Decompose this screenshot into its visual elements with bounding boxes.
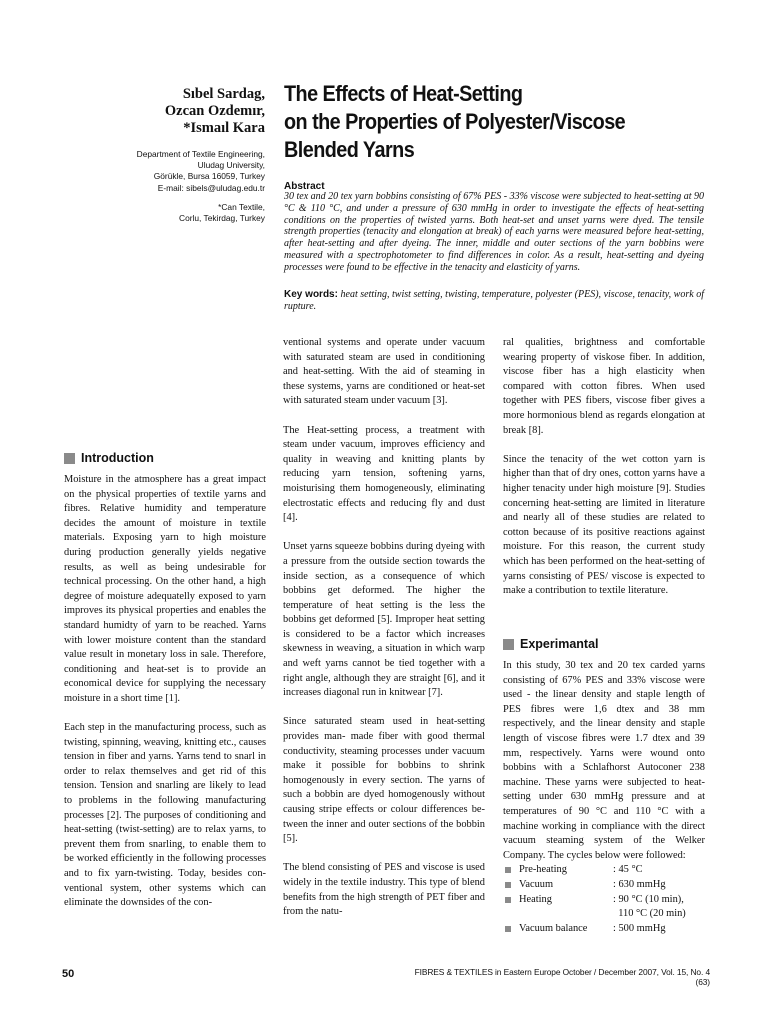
paragraph: ral qualities, brightness and comfortable wearing property of viskose fiber. In addition, viscose fiber has a high elasticity when compared with cotton fibres. When used together with PES fibers, viscose fiber gives a more hormonious blend as regards elongation at break [8]. <box>503 337 705 436</box>
affiliation-line: Corlu, Tekirdag, Turkey <box>179 213 265 224</box>
affiliation-email: E-mail: sibels@uludag.edu.tr <box>157 182 265 193</box>
parameter-value: : 45 °C <box>613 864 643 876</box>
parameter-label: Vacuum balance <box>519 922 588 934</box>
bullet-square-icon <box>505 926 511 932</box>
parameter-value: 110 °C (20 min) <box>613 908 686 920</box>
title-line: The Effects of Heat-Setting <box>284 81 523 106</box>
parameter-value: : 90 °C (10 min), <box>613 893 684 905</box>
section-square-icon <box>503 639 514 650</box>
affiliation-line: Department of Textile Engineering, <box>136 149 265 159</box>
parameter-row <box>503 878 705 893</box>
parameter-label: Heating <box>519 893 552 905</box>
paragraph: ventional systems and operate under vacuum with saturated steam are used in conditioning and heat-setting. With the aid of steaming in these systems, yarns are conditioned or heat-set with saturated steam under vacuum [3]. <box>283 337 485 407</box>
paragraph: Moisture in the atmosphere has a great impact on the physical properties of textile yarns and fibres. Relative humidity and temperature decides the amount of moisture in textile materials. Exposing yarn to high moisture during production generally yields negative results, as well as being undesirable for technical processing. On the other hand, a high degree of moisture adequatelly exposed to yarn improves its physical properties and enables the standard humidty of yarn to be reached. Yarns with lower moisture content than the standard value result in monetary loss in sale. Therefore, conditioning and heat-set is to provide an economical device for supplying the necessary moisture in a short time [1]. <box>64 474 266 704</box>
parameter-label <box>519 907 613 922</box>
abstract-heading: Abstract <box>284 181 325 192</box>
parameter-row <box>503 907 705 922</box>
column-3 <box>503 336 705 613</box>
paragraph: The Heat-setting process, a treatment with steam under vacuum, improves efficiency and quality in weaving and knitting plants by reducing yarn tension, softening yarns, moisturising them homogeneously, eliminating electrostatic effects and reducing fly and dust [4]. <box>283 424 485 524</box>
author-name: Sıbel Sardag, <box>182 86 265 102</box>
parameter-value: : 630 mmHg <box>613 878 666 890</box>
affiliation-line: Uludag University, <box>197 160 265 171</box>
parameter-label: Pre-heating <box>519 864 567 876</box>
author-list <box>100 86 265 137</box>
author-name: *Ismaıl Kara <box>183 120 265 136</box>
affiliation-line: Görükle, Bursa 16059, Turkey <box>153 171 265 182</box>
author-name: Ozcan Ozdemır, <box>164 103 265 119</box>
parameter-label: Vacuum <box>519 878 554 890</box>
page-number: 50 <box>62 968 75 980</box>
cycle-parameter-list <box>503 863 705 936</box>
title-line: Blended Yarns <box>284 137 415 162</box>
bullet-square-icon <box>505 882 511 888</box>
keywords-text: heat setting, twist setting, twisting, temperature, polyester (PES), viscose, tenacity, work of rupture. <box>284 289 704 312</box>
column-1 <box>64 473 266 925</box>
paragraph: The blend consisting of PES and viscose is used widely in the textile industry. This type of blend benefits from the high strength of PET fiber and from the natu- <box>283 862 485 918</box>
keywords-label: Key words: <box>284 289 338 300</box>
paragraph: Each step in the manufacturing process, such as twisting, spinning, weaving, knitting etc., causes tension in fiber and yarns. Yarns tend to snarl in order to relax themselves and get rid of this tension. Tension and snarling are likely to lead to problems in the following manufacturing processes [2]. The purposes of conditioning and heat-setting (twist-setting) are to relax yarns, to prevent them from snarling, to enable them to be worked efficiently in the following processes and to fix yarn-twisting. Today, besides conventional system, other systems which can eliminate the downsides of the con- <box>64 722 267 909</box>
parameter-row <box>503 893 705 908</box>
paragraph: Since saturated steam used in heat-setting provides man- made fiber with good thermal conductivity, steaming processes under vacuum make it possible for bobbins to shrink homogenously in every section. The yarns of such a bobbin are dyed homogenously without causing stripe effects or colour differences between the inner and outer sections of the bobbin [5]. <box>283 716 485 845</box>
title-line: on the Properties of Polyester/Viscose <box>284 109 626 134</box>
section-heading-experimental <box>503 637 599 651</box>
section-title: Introduction <box>81 451 154 465</box>
paper-title <box>284 80 680 164</box>
journal-footer: FIBRES & TEXTILES in Eastern Europe October / December 2007, Vol. 15, No. 4 (63) <box>414 967 710 987</box>
bullet-square-icon <box>505 867 511 873</box>
abstract-text: 30 tex and 20 tex yarn bobbins consisting of 67% PES - 33% viscose were subjected to heat-setting at 90 °C & 110 °C, and under a pressure of 630 mmHg in order to investigate the effects of heat-setting conditions on the properties of twisted yarns. Both heat-set and unset yarns were dyed. The tensile strength properties (tenacity and elongation at break) of each yarns were measured before heat-setting, after heat-setting and after dyeing. The inner, middle and outer sections of the yarn bobbins were measured with a spectrophotometer to find differences in color. As a result, heat-setting and dyeing processes were found to be effective in the tenacity and elasticity of yarns. <box>284 191 704 273</box>
section-heading-introduction <box>64 451 154 465</box>
bullet-square-icon <box>505 897 511 903</box>
paragraph: Since the tenacity of the wet cotton yarn is higher than that of dry ones, cotton yarns have a higher tenacity under high moisture [9]. Studies concerning heat-setting are limited in literature and nearly all of these studies are related to cotton because of its positive reactions against moisture. For this reason, the current study which has been performed on the heat-setting of yarns consisting of PES/ viscose is expected to make a contribution to textile literature. <box>503 453 705 597</box>
section-square-icon <box>64 453 75 464</box>
parameter-row <box>503 922 705 937</box>
keywords <box>284 289 704 313</box>
affiliation-line: *Can Textile, <box>218 201 265 212</box>
paragraph: In this study, 30 tex and 20 tex carded yarns consisting of 67% PES and 33% viscose were used - the linear density and staple length of PES fibres were 1,6 dtex and 38 mm respectively, and the linear density and staple length of viscose fibres were 1.7 dtex and 39 mm, respectively. Yarns were wound onto bobbins with a Schlafhorst Autoconer 238 machine. These yarns were subjected to heat-setting under 630 mmHg pressure and at temperatures of 90 °C and 110 °C with a machine working in compliance with the direct vacuum steaming system of the Welker Company. The cycles below were followed: <box>503 660 705 861</box>
column-2 <box>283 336 485 934</box>
experimental-block <box>503 659 705 936</box>
author-affiliation <box>100 149 265 224</box>
paragraph: Unset yarns squeeze bobbins during dyeing with a pressure from the outside section towards the inside section, as a consequence of which bobbins get deformed. The higher the temperature of heat setting is the less the bobbins get deformed [5]. Improper heat setting is considered to be a factor which increases skewness in weaving, a situation in which warp and weft yarns cannot be tied together with a right angle, although they are straight [6], and it increases diagonal run in knitwear [7]. <box>283 541 486 699</box>
parameter-value: : 500 mmHg <box>613 922 666 934</box>
parameter-row <box>503 863 705 878</box>
section-title: Experimantal <box>520 637 599 651</box>
